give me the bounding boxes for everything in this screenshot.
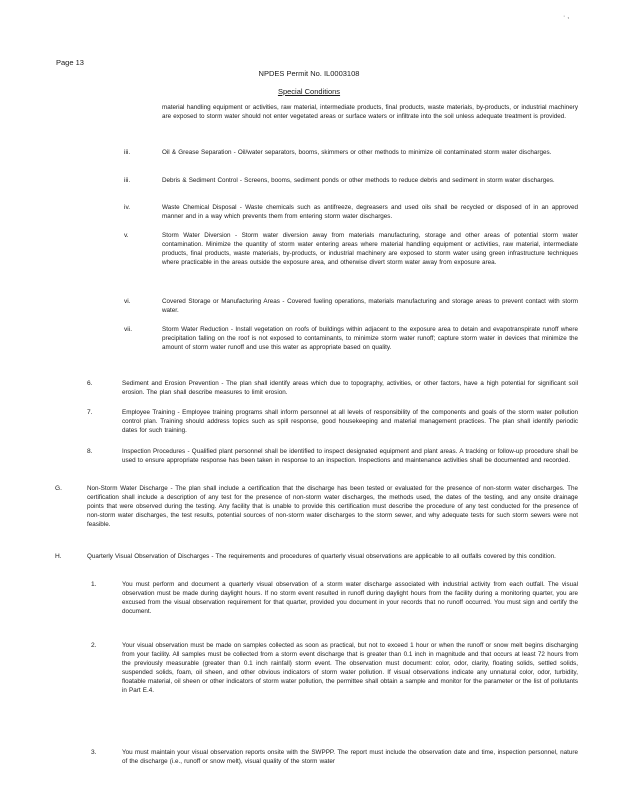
- oil-grease-item: Oil & Grease Separation - Oil/water separators, booms, skimmers or other methods to minimize oil contaminated storm water discharges.: [162, 149, 552, 156]
- item-label: vi.: [124, 298, 131, 305]
- page-number: Page 13: [56, 58, 84, 67]
- item-label: iv.: [124, 204, 131, 211]
- item-label: 1.: [91, 581, 97, 588]
- sediment-erosion-item: Sediment and Erosion Prevention - The plan shall identify areas which due to topography, activities, or other factors, have a high potential for significant soil erosion. The plan shall describe measures to limit erosion.: [122, 380, 578, 397]
- item-label: iii.: [124, 149, 131, 156]
- permit-number: NPDES Permit No. IL0003108: [258, 69, 360, 78]
- storm-water-reduction-item: Storm Water Reduction - Install vegetation on roofs of buildings within adjacent to the exposure area to detain and evapotranspirate runoff where precipitation falling on the roof is not exposed to contaminants, to minimize storm water runoff; capture storm water in devices that minimize the amount of storm water runoff and use this water as appropriate based on quality.: [162, 326, 578, 352]
- observation-item-3: You must maintain your visual observation reports onsite with the SWPPP. The report must include the observation date and time, inspection personnel, nature of the discharge (i.e., runoff or snow melt), visual quality of the storm water: [122, 749, 578, 766]
- item-label: 6.: [87, 380, 93, 387]
- employee-training-item: Employee Training - Employee training programs shall inform personnel at all levels of responsibility of the components and goals of the storm water pollution control plan. Training should address topics such as spill response, good housekeeping and material management practices. The plan shall identify periodic dates for such training.: [122, 409, 578, 435]
- inspection-procedures-item: Inspection Procedures - Qualified plant personnel shall be identified to inspect designated equipment and plant areas. A tracking or follow-up procedure shall be used to ensure appropriate response has been taken in response to an inspection. Inspections and maintenance activities shall be documented and recorded.: [122, 448, 578, 465]
- section-label: G.: [55, 485, 62, 492]
- section-title: Special Conditions: [277, 87, 341, 96]
- item-label: iii.: [124, 177, 131, 184]
- corner-mark: · ,: [563, 13, 570, 20]
- waste-chemical-item: Waste Chemical Disposal - Waste chemicals such as antifreeze, degreasers and used oils shall be recycled or disposed of in an approved manner and in a way which prevents them from entering storm water discharges.: [162, 204, 578, 221]
- section-label: H.: [55, 553, 62, 560]
- item-label: 8.: [87, 448, 93, 455]
- quarterly-observation-section: Quarterly Visual Observation of Discharges - The requirements and procedures of quarterly visual observations are applicable to all outfalls covered by this condition.: [87, 553, 556, 560]
- continuation-paragraph: material handling equipment or activities, raw material, intermediate products, final products, waste materials, by-products, or industrial machinery are exposed to storm water should not enter vegetated areas or surface waters or infiltrate into the soil unless adequate treatment is provided.: [162, 104, 578, 121]
- debris-sediment-item: Debris & Sediment Control - Screens, booms, sediment ponds or other methods to reduce debris and sediment in storm water discharges.: [162, 177, 555, 184]
- item-label: 7.: [87, 409, 93, 416]
- item-label: vii.: [124, 326, 133, 333]
- item-label: 3.: [91, 749, 97, 756]
- covered-storage-item: Covered Storage or Manufacturing Areas - Covered fueling operations, materials manufacturing and storage areas to prevent contact with storm water.: [162, 298, 578, 315]
- item-label: v.: [124, 232, 129, 239]
- non-storm-water-section: Non-Storm Water Discharge - The plan shall include a certification that the discharge has been tested or evaluated for the presence of non-storm water discharges. The certification shall include a description of any test for the presence of non-storm water discharges, the methods used, the dates of the testing, and any onsite drainage points that were observed during the testing. Any facility that is unable to provide this certification must describe the procedure of any test conducted for the presence of non-storm water discharges, the test results, potential sources of non-storm water discharges to the storm sewer, and why adequate tests for such storm sewers were not feasible.: [87, 485, 578, 529]
- observation-item-1: You must perform and document a quarterly visual observation of a storm water discharge associated with industrial activity from each outfall. The visual observation must be made during daylight hours. If no storm event resulted in runoff during daylight hours from the facility during a monitoring quarter, you are excused from the visual observation requirement for that quarter, provided you document in your records that no runoff occurred. You must sign and certify the document.: [122, 581, 578, 616]
- storm-water-diversion-item: Storm Water Diversion - Storm water diversion away from materials manufacturing, storage and other areas of potential storm water contamination. Minimize the quantity of storm water entering areas where material handling equipment or activities, raw material, intermediate products, final products, waste materials, by-products, or industrial machinery are exposed to storm water using green infrastructure techniques where practicable in the areas outside the exposure area, and otherwise divert storm water away from exposure area.: [162, 232, 578, 267]
- observation-item-2: Your visual observation must be made on samples collected as soon as practical, but not to exceed 1 hour or when the runoff or snow melt begins discharging from your facility. All samples must be collected from a storm event discharge that is greater than 0.1 inch in magnitude and that occurs at least 72 hours from the previously measurable (greater than 0.1 inch rainfall) storm event. The observation must document: color, odor, clarity, floating solids, settled solids, suspended solids, foam, oil sheen, and other obvious indicators of storm water pollution. If visual observations indicate any unnatural color, odor, turbidity, floatable material, oil sheen or other indicators of storm water pollution, the permittee shall obtain a sample and monitor for the parameter or the list of pollutants in Part E.4.: [122, 642, 578, 695]
- item-label: 2.: [91, 642, 97, 649]
